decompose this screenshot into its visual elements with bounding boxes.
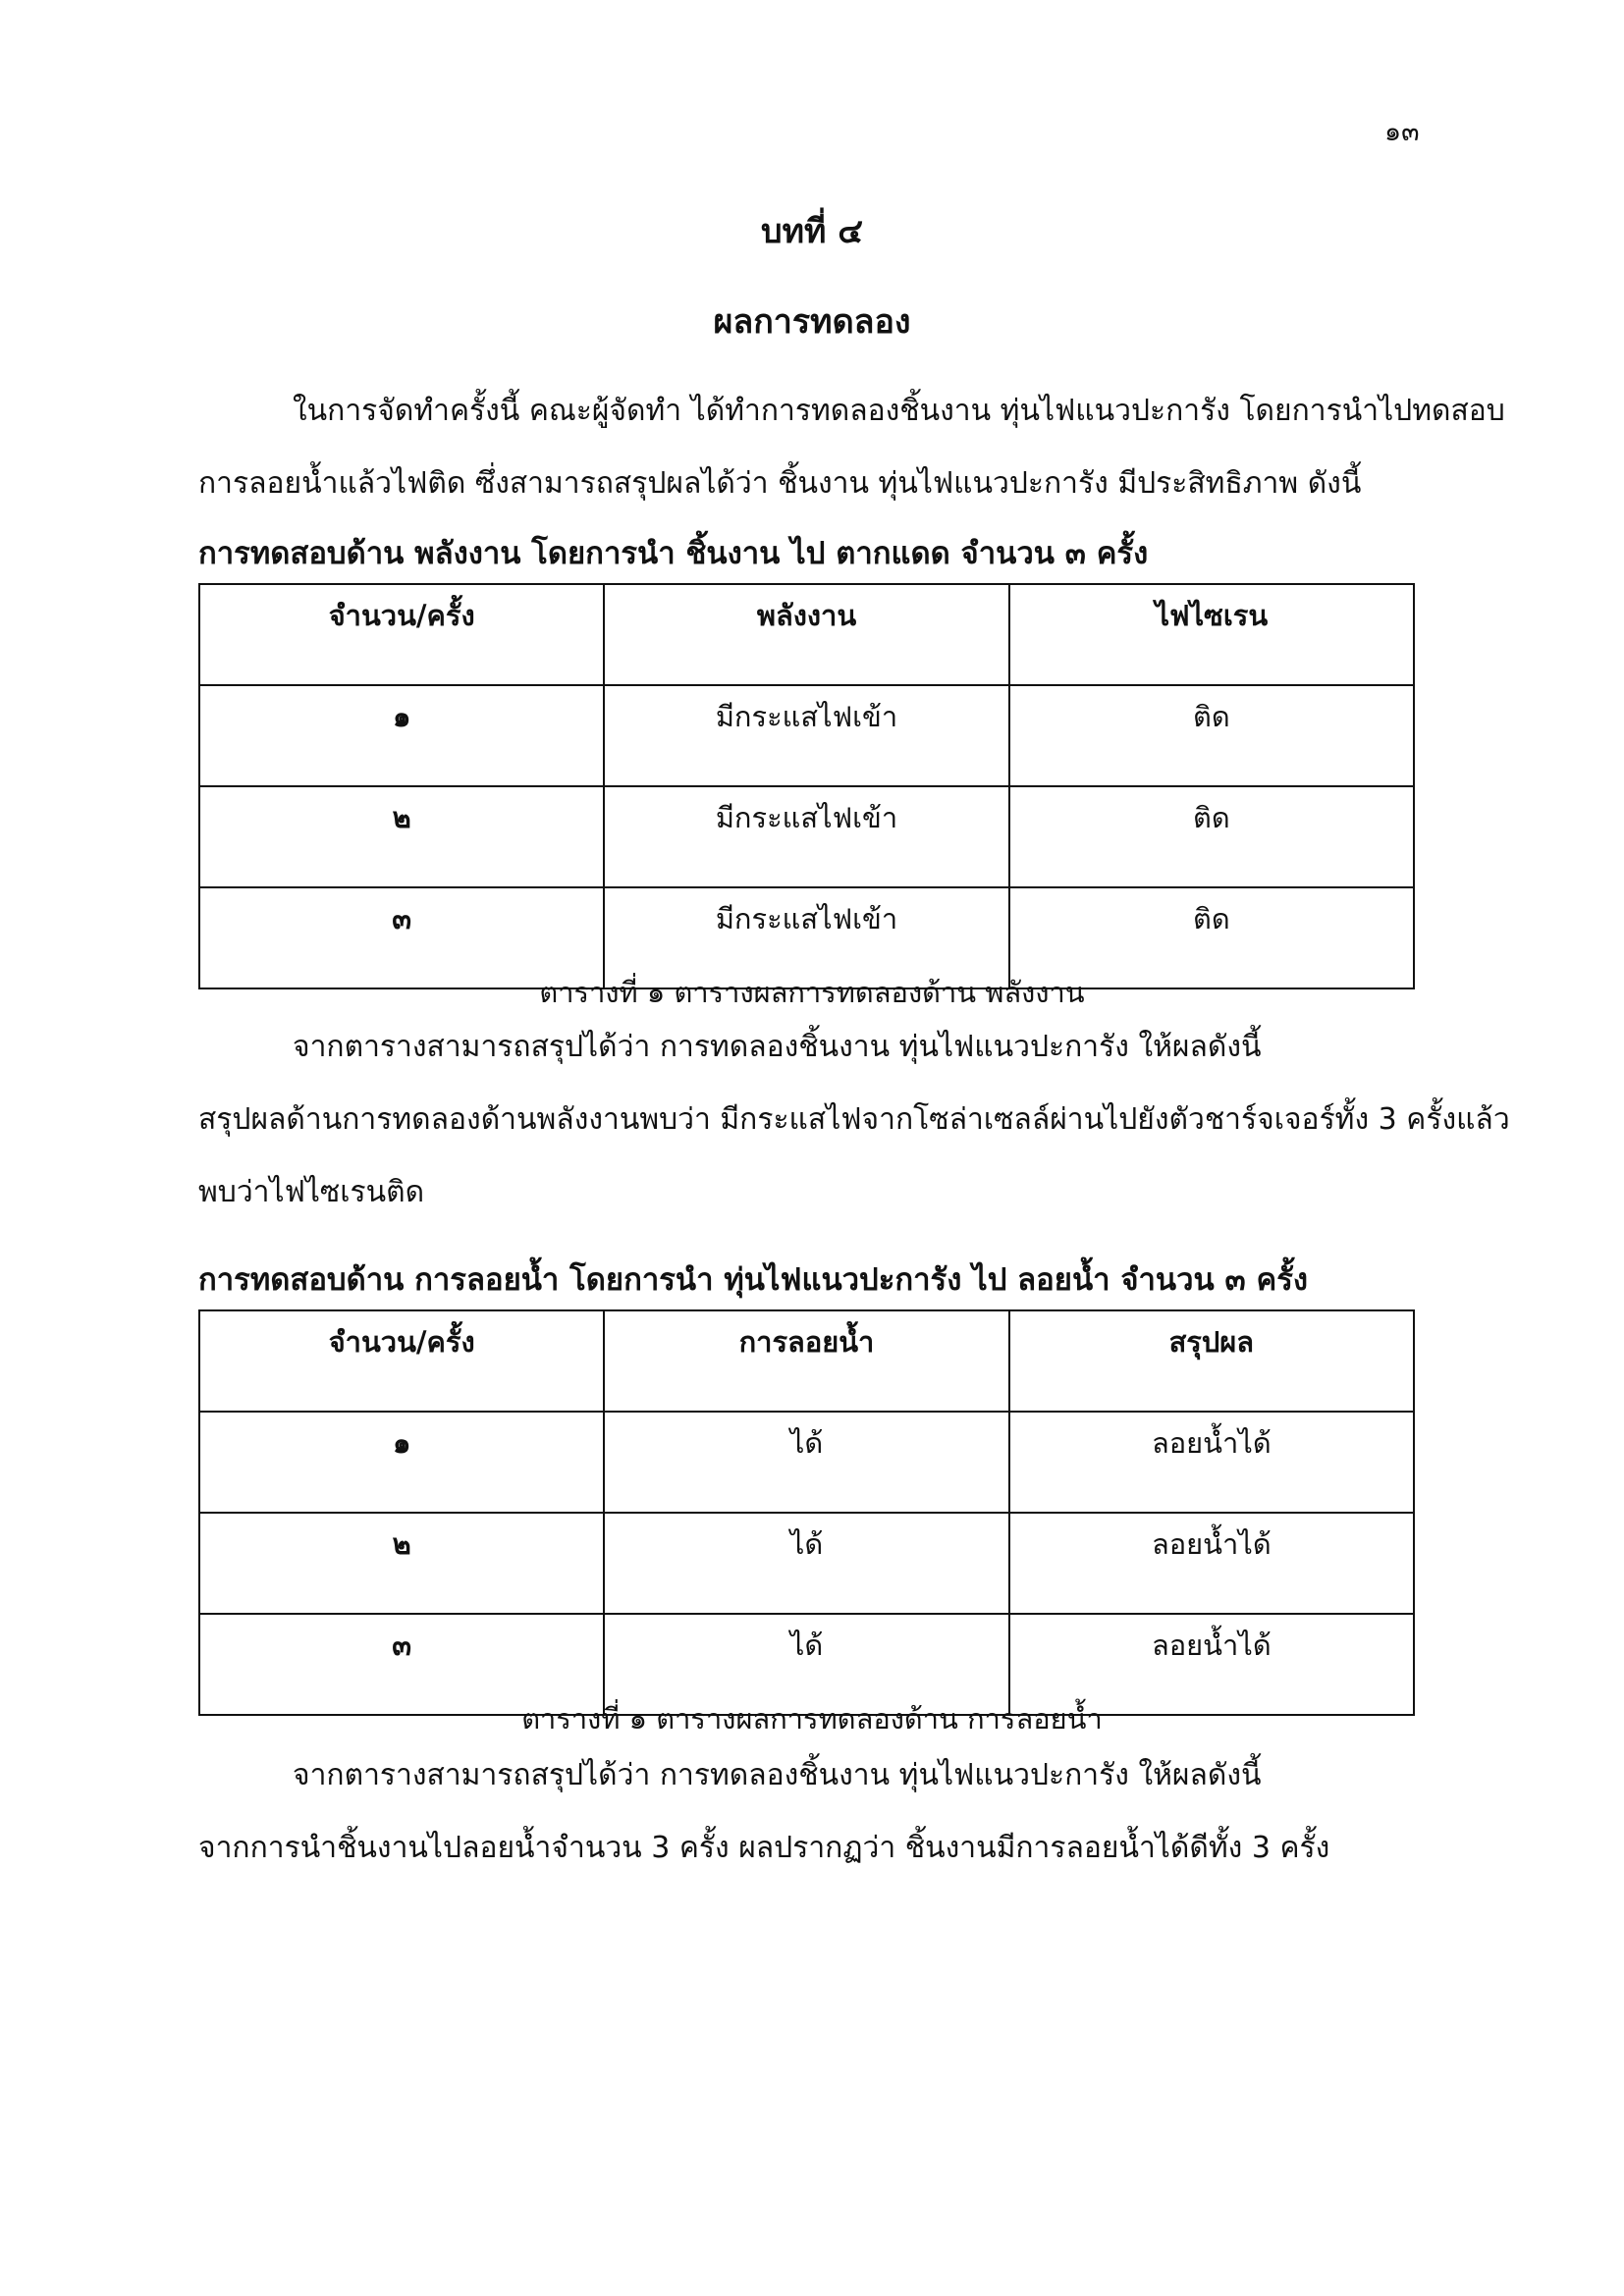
table-1-caption: ตารางที่ ๑ ตารางผลการทดลองด้าน พลังงาน [539, 976, 1085, 1009]
table-1-title: การทดสอบด้าน พลังงาน โดยการนำ ชิ้นงาน ไป ตากแดด จำนวน ๓ ครั้ง [198, 536, 1149, 571]
table-2-title: การทดสอบด้าน การลอยน้ำ โดยการนำ ทุ่นไฟแนวปะการัง ไป ลอยน้ำ จำนวน ๓ ครั้ง [198, 1262, 1309, 1298]
floating-test-table [198, 1309, 1415, 1716]
cell-count: ๓ [199, 887, 604, 988]
header-count: จำนวน/ครั้ง [199, 584, 604, 685]
summary-1-line-1: จากตารางสามารถสรุปได้ว่า การทดลองชิ้นงาน ทุ่นไฟแนวปะการัง ให้ผลดังนี้ [293, 1030, 1262, 1064]
intro-paragraph [198, 375, 1505, 520]
table-row [199, 1412, 1414, 1513]
cell-siren: ติด [1009, 786, 1414, 887]
cell-result: ลอยน้ำได้ [1009, 1513, 1414, 1614]
intro-line-2: การลอยน้ำแล้วไฟติด ซึ่งสามารถสรุปผลได้ว่า ชิ้นงาน ทุ่นไฟแนวปะการัง มีประสิทธิภาพ ดังนี้ [198, 466, 1362, 501]
summary-2-line-1: จากตารางสามารถสรุปได้ว่า การทดลองชิ้นงาน ทุ่นไฟแนวปะการัง ให้ผลดังนี้ [293, 1758, 1262, 1792]
header-floating: การลอยน้ำ [604, 1310, 1008, 1412]
table-2-summary [198, 1739, 1426, 1885]
header-result: สรุปผล [1009, 1310, 1414, 1412]
cell-result: ลอยน้ำได้ [1009, 1412, 1414, 1513]
section-title: ผลการทดลอง [713, 302, 911, 342]
cell-count: ๒ [199, 1513, 604, 1614]
cell-floating: ได้ [604, 1614, 1008, 1715]
header-siren: ไฟไซเรน [1009, 584, 1414, 685]
table-header-row [199, 584, 1414, 685]
energy-test-table [198, 583, 1415, 989]
cell-siren: ติด [1009, 887, 1414, 988]
table-row [199, 1513, 1414, 1614]
intro-line-1: ในการจัดทำครั้งนี้ คณะผู้จัดทำ ได้ทำการทดลองชิ้นงาน ทุ่นไฟแนวปะการัง โดยการนำไปทดสอบ [293, 394, 1505, 428]
cell-floating: ได้ [604, 1412, 1008, 1513]
table-header-row [199, 1310, 1414, 1412]
summary-1-line-2: สรุปผลด้านการทดลองด้านพลังงานพบว่า มีกระแสไฟจากโซล่าเซลล์ผ่านไปยังตัวชาร์จเจอร์ทั้ง 3 ครั้งแล้ว [198, 1102, 1510, 1137]
cell-energy: มีกระแสไฟเข้า [604, 685, 1008, 786]
table-2-caption: ตารางที่ ๑ ตารางผลการทดลองด้าน การลอยน้ำ [521, 1702, 1103, 1735]
header-count: จำนวน/ครั้ง [199, 1310, 604, 1412]
page-number: ๑๓ [1384, 117, 1420, 147]
header-energy: พลังงาน [604, 584, 1008, 685]
cell-count: ๒ [199, 786, 604, 887]
cell-siren: ติด [1009, 685, 1414, 786]
cell-result: ลอยน้ำได้ [1009, 1614, 1414, 1715]
table-1-summary [198, 1011, 1510, 1229]
cell-count: ๑ [199, 685, 604, 786]
table-row [199, 685, 1414, 786]
chapter-title: บทที่ ๔ [761, 212, 863, 251]
cell-count: ๓ [199, 1614, 604, 1715]
table-row [199, 786, 1414, 887]
cell-energy: มีกระแสไฟเข้า [604, 786, 1008, 887]
summary-1-line-3: พบว่าไฟไซเรนติด [198, 1175, 425, 1209]
cell-energy: มีกระแสไฟเข้า [604, 887, 1008, 988]
summary-2-line-2: จากการนำชิ้นงานไปลอยน้ำจำนวน 3 ครั้ง ผลปรากฏว่า ชิ้นงานมีการลอยน้ำได้ดีทั้ง 3 ครั้ง [198, 1831, 1330, 1865]
cell-count: ๑ [199, 1412, 604, 1513]
cell-floating: ได้ [604, 1513, 1008, 1614]
